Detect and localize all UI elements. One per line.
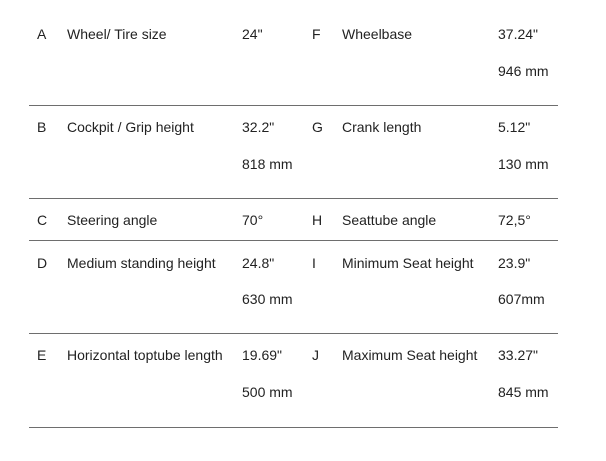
- spec-value-metric: 946 mm: [498, 63, 549, 79]
- spec-value-imperial: 24.8": [242, 255, 275, 271]
- spec-value-metric: 818 mm: [242, 156, 293, 172]
- spec-label: Crank length: [342, 119, 422, 135]
- spec-letter: D: [37, 255, 48, 271]
- spec-label: Maximum Seat height: [342, 347, 478, 363]
- spec-letter: G: [312, 119, 323, 135]
- spec-letter: C: [37, 212, 48, 228]
- spec-value-imperial: 72,5°: [498, 212, 531, 228]
- spec-value-imperial: 33.27": [498, 347, 539, 363]
- spec-label: Wheel/ Tire size: [67, 26, 167, 42]
- spec-value-metric: 130 mm: [498, 156, 549, 172]
- spec-letter: B: [37, 119, 47, 135]
- spec-value-imperial: 32.2": [242, 119, 275, 135]
- spec-label: Medium standing height: [67, 255, 216, 271]
- spec-letter: A: [37, 26, 47, 42]
- spec-label: Steering angle: [67, 212, 158, 228]
- row-divider: [29, 333, 558, 334]
- spec-value-metric: 607mm: [498, 291, 545, 307]
- spec-value-metric: 630 mm: [242, 291, 293, 307]
- spec-letter: H: [312, 212, 323, 228]
- row-divider: [29, 198, 558, 199]
- spec-value-imperial: 5.12": [498, 119, 531, 135]
- spec-value-imperial: 23.9": [498, 255, 531, 271]
- spec-value-imperial: 70°: [242, 212, 264, 228]
- spec-letter: J: [312, 347, 319, 363]
- spec-letter: E: [37, 347, 47, 363]
- row-divider: [29, 105, 558, 106]
- spec-label: Seattube angle: [342, 212, 437, 228]
- spec-label: Minimum Seat height: [342, 255, 474, 271]
- spec-value-imperial: 37.24": [498, 26, 539, 42]
- spec-value-metric: 500 mm: [242, 384, 293, 400]
- spec-value-imperial: 19.69": [242, 347, 283, 363]
- spec-label: Cockpit / Grip height: [67, 119, 194, 135]
- spec-label: Horizontal toptube length: [67, 347, 223, 363]
- spec-label: Wheelbase: [342, 26, 413, 42]
- spec-value-imperial: 24": [242, 26, 263, 42]
- row-divider: [29, 240, 558, 241]
- spec-letter: I: [312, 255, 316, 271]
- spec-letter: F: [312, 26, 321, 42]
- spec-value-metric: 845 mm: [498, 384, 549, 400]
- row-divider: [29, 427, 558, 428]
